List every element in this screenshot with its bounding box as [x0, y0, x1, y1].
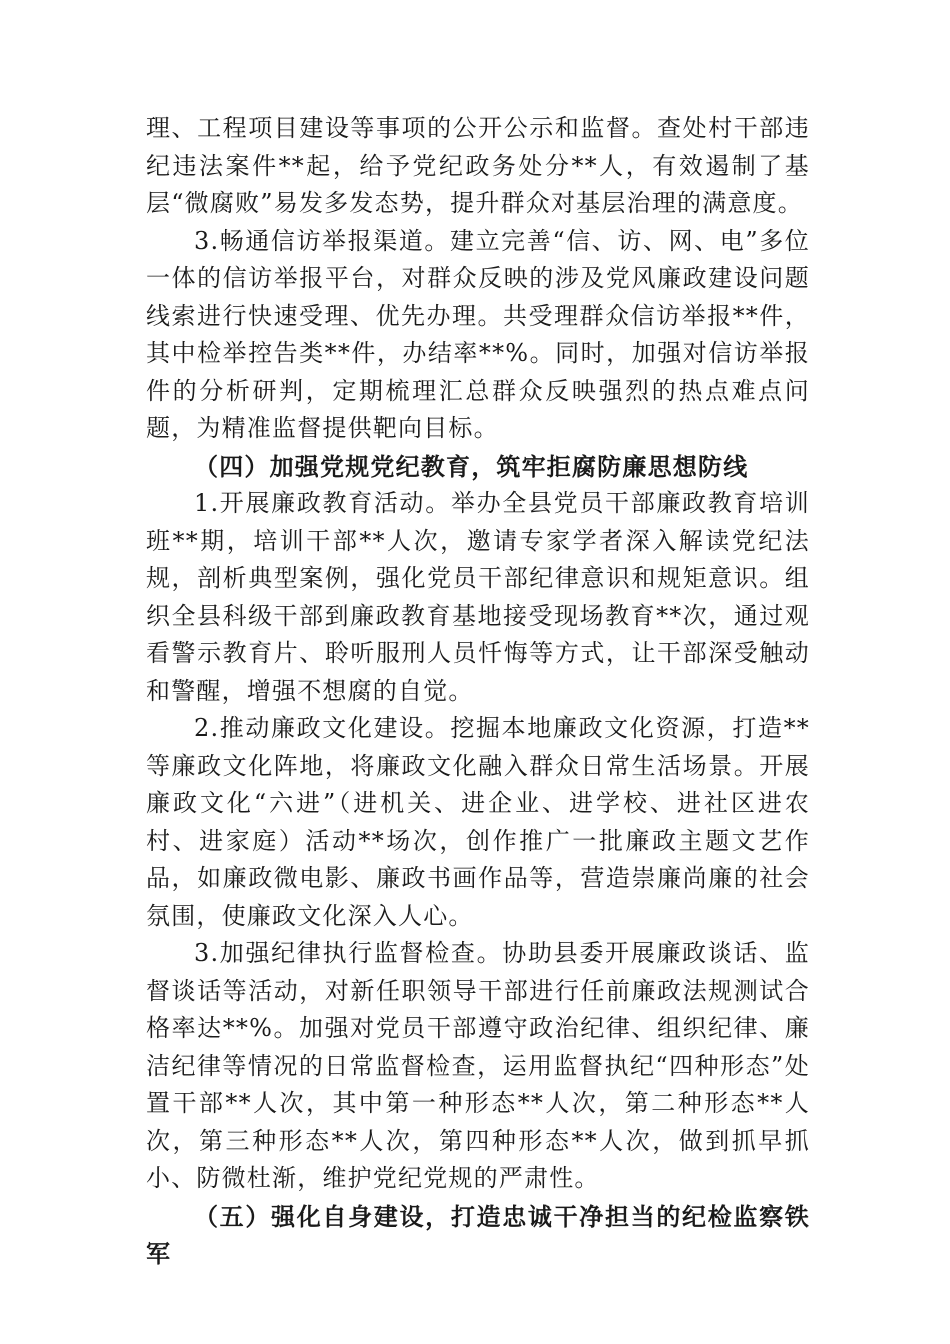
paragraph-continued: 理、工程项目建设等事项的公开公示和监督。查处村干部违纪违法案件**起，给予党纪政务处分**人，有效遏制了基层“微腐败”易发多发态势，提升群众对基层治理的满意度。	[146, 114, 810, 217]
document-body	[146, 110, 810, 1273]
paragraph-integrity-education: 1.开展廉政教育活动。举办全县党员干部廉政教育培训班**期，培训干部**人次，邀请专家学者深入解读党纪法规，剖析典型案例，强化党员干部纪律意识和规矩意识。组织全县科级干部到廉政教育基地接受现场教育**次，通过观看警示教育片、聆听服刑人员忏悔等方式，让干部深受触动和警醒，增强不想腐的自觉。	[146, 489, 810, 705]
section-heading-four: （四）加强党规党纪教育，筑牢拒腐防廉思想防线	[194, 451, 749, 481]
paragraph-petition-channel: 3.畅通信访举报渠道。建立完善“信、访、网、电”多位一体的信访举报平台，对群众反映的涉及党风廉政建设问题线索进行快速受理、优先办理。共受理群众信访举报**件，其中检举控告类**件，办结率**%。同时，加强对信访举报件的分析研判，定期梳理汇总群众反映强烈的热点难点问题，为精准监督提供靶向目标。	[146, 226, 810, 442]
section-heading-five: （五）强化自身建设，打造忠诚干净担当的纪检监察铁军	[146, 1201, 810, 1268]
paragraph-discipline-supervision: 3.加强纪律执行监督检查。协助县委开展廉政谈话、监督谈话等活动，对新任职领导干部进行任前廉政法规测试合格率达**%。加强对党员干部遵守政治纪律、组织纪律、廉洁纪律等情况的日常监督检查，运用监督执纪“四种形态”处置干部**人次，其中第一种形态**人次，第二种形态**人次，第三种形态**人次，第四种形态**人次，做到抓早抓小、防微杜渐，维护党纪党规的严肃性。	[146, 939, 810, 1192]
paragraph-integrity-culture: 2.推动廉政文化建设。挖掘本地廉政文化资源，打造**等廉政文化阵地，将廉政文化融入群众日常生活场景。开展廉政文化“六进”（进机关、进企业、进学校、进社区进农村、进家庭）活动**场次，创作推广一批廉政主题文艺作品，如廉政微电影、廉政书画作品等，营造崇廉尚廉的社会氛围，使廉政文化深入人心。	[146, 714, 810, 930]
